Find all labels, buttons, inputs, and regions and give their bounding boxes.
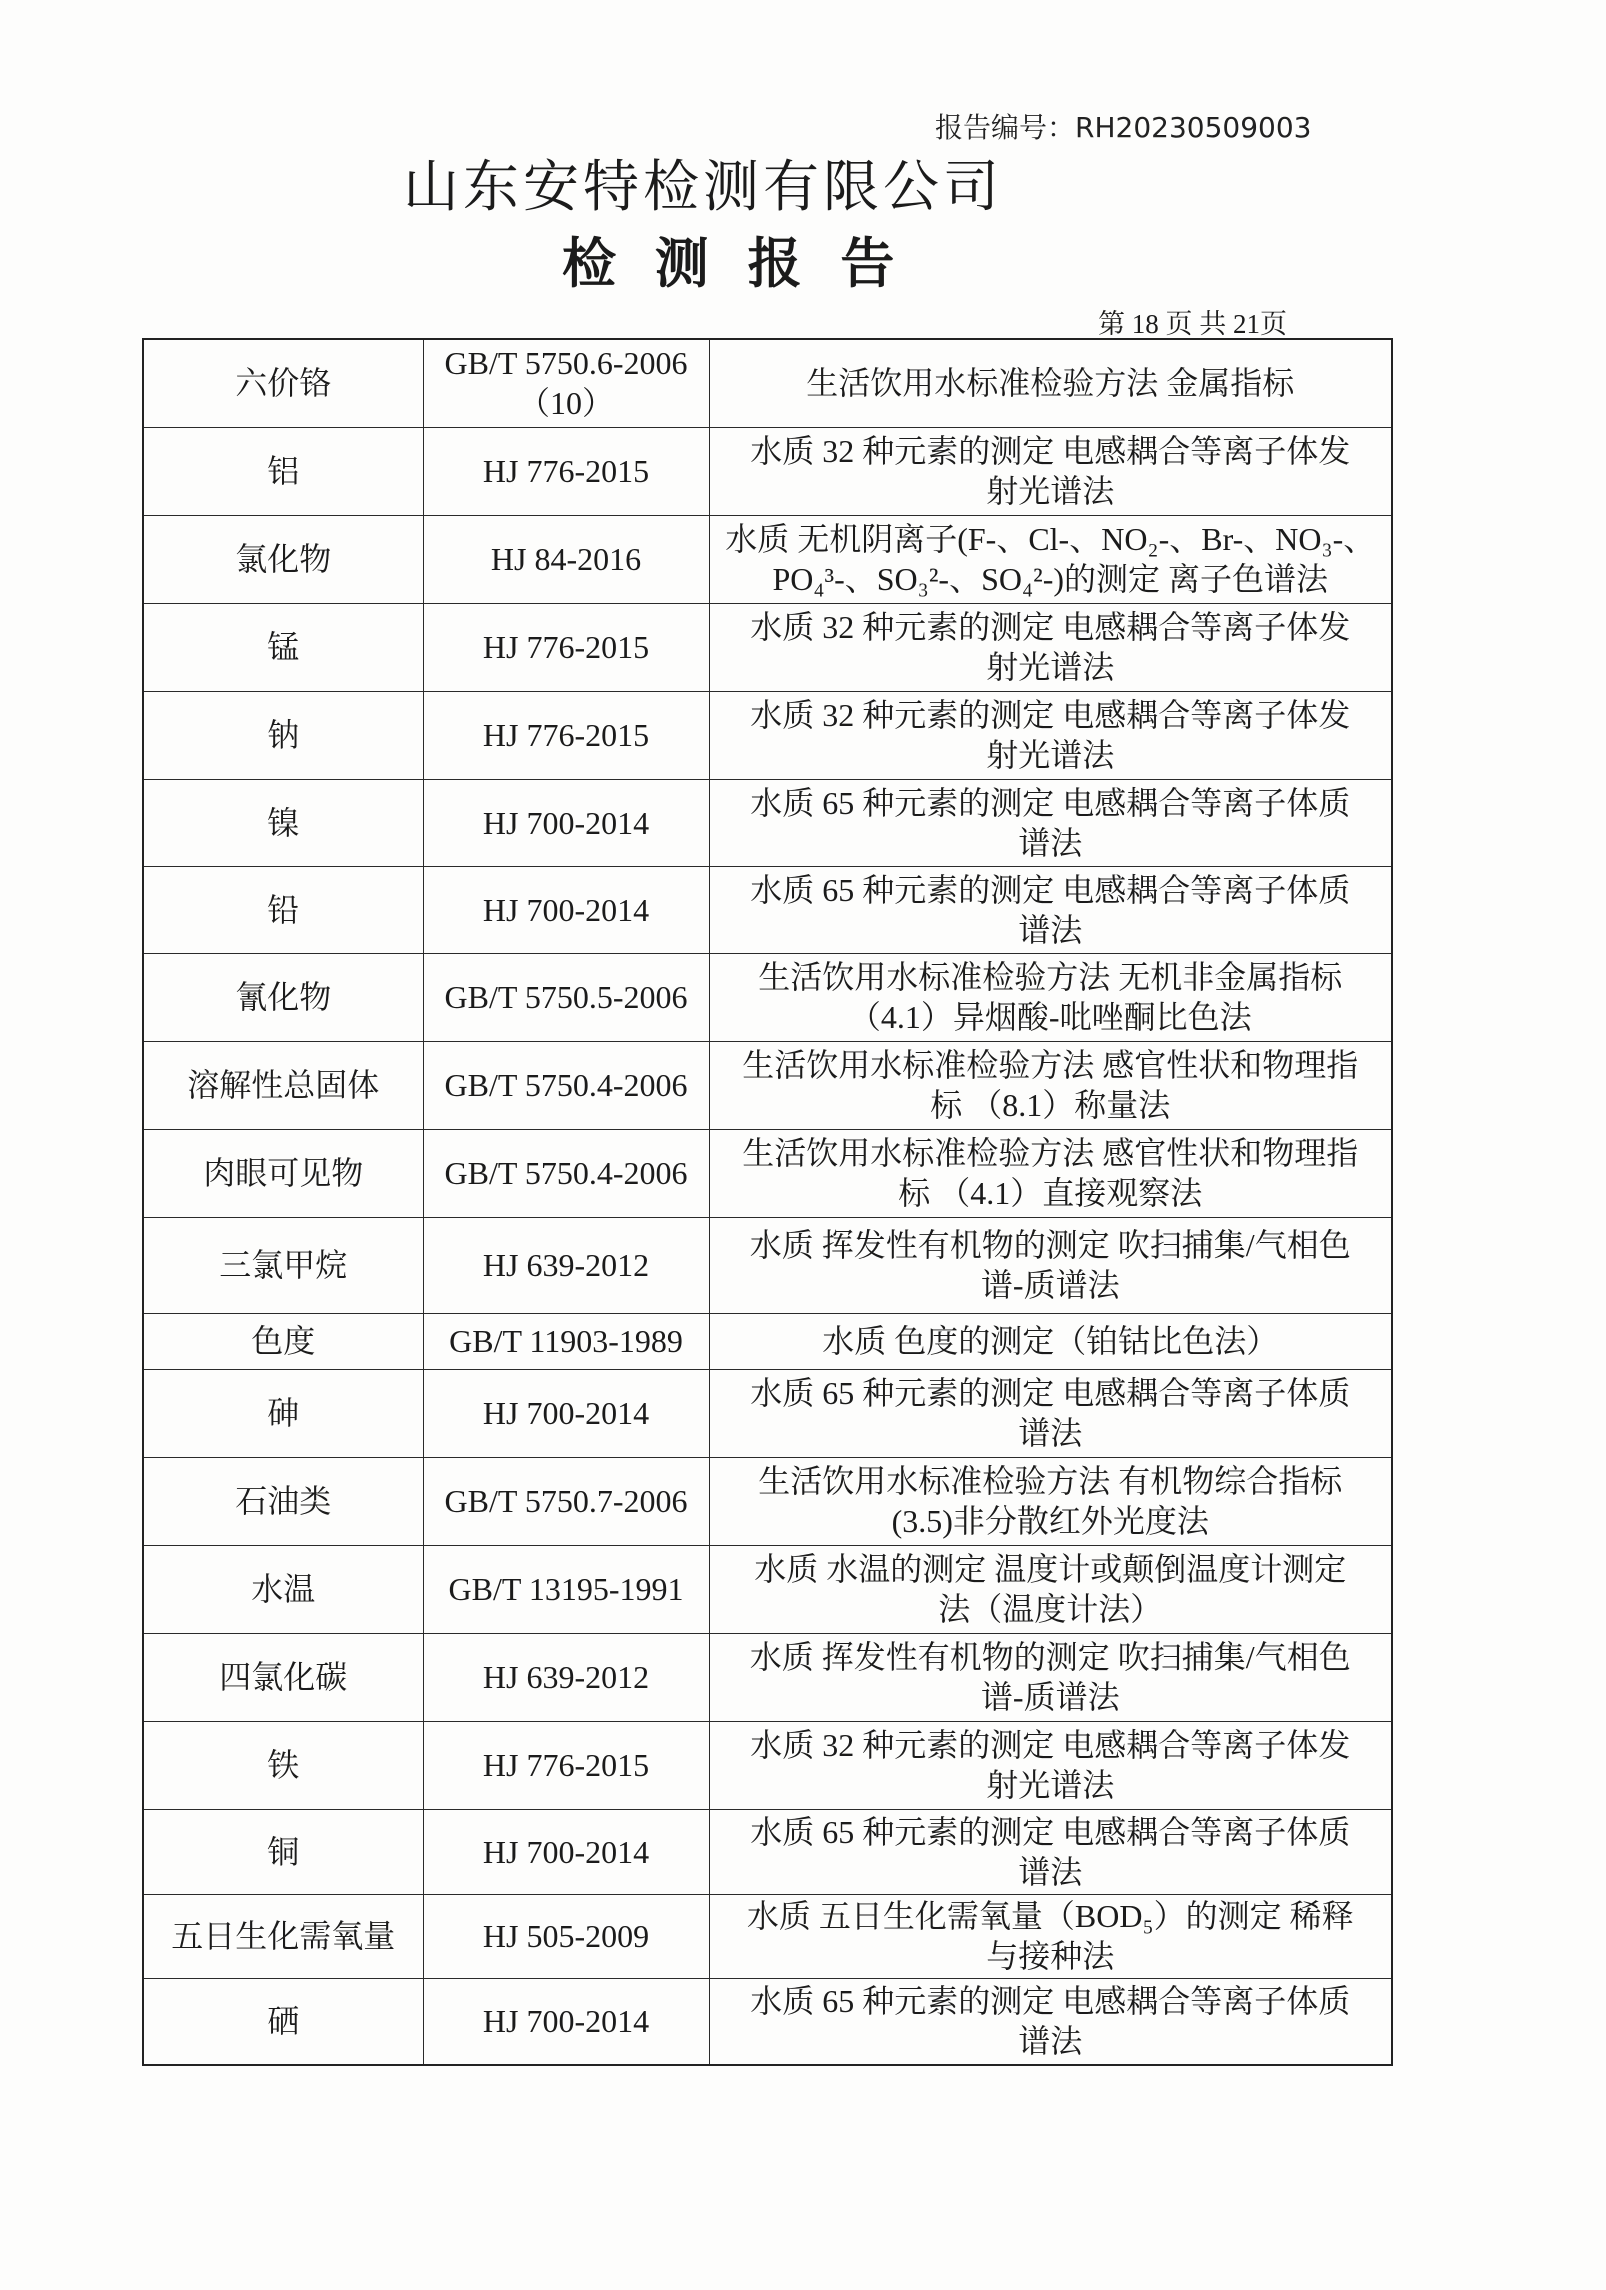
standard-line: HJ 776-2015 bbox=[482, 453, 650, 489]
standard-line: HJ 700-2014 bbox=[482, 2003, 650, 2040]
method-cell bbox=[709, 1978, 1392, 2065]
standard-cell bbox=[423, 953, 709, 1041]
table-body bbox=[143, 339, 1392, 2065]
method-line: 水质 65 种元素的测定 电感耦合等离子体质 bbox=[750, 871, 1351, 908]
table-row bbox=[143, 953, 1392, 1041]
standard-line: HJ 776-2015 bbox=[482, 1747, 650, 1783]
table-row bbox=[143, 1129, 1392, 1217]
table-row bbox=[143, 1217, 1392, 1313]
standard-cell bbox=[423, 1457, 709, 1545]
table-row bbox=[143, 1313, 1392, 1369]
method-line: 水质 65 种元素的测定 电感耦合等离子体质 bbox=[750, 1813, 1351, 1850]
standard-line: HJ 700-2014 bbox=[482, 1395, 650, 1431]
table-row bbox=[143, 1369, 1392, 1457]
item-name: 石油类 bbox=[235, 1483, 332, 1519]
method-cell bbox=[709, 1217, 1392, 1313]
method-cell bbox=[709, 953, 1392, 1041]
item-name: 铝 bbox=[267, 453, 300, 489]
table-row bbox=[143, 1978, 1392, 2065]
table-row bbox=[143, 866, 1392, 953]
standard-line: GB/T 5750.4-2006 bbox=[444, 1155, 688, 1191]
item-cell bbox=[143, 1894, 423, 1978]
standard-line: HJ 700-2014 bbox=[482, 804, 650, 841]
table-row bbox=[143, 1894, 1392, 1978]
item-name: 四氯化碳 bbox=[219, 1659, 348, 1695]
item-name: 肉眼可见物 bbox=[203, 1155, 364, 1191]
standard-cell bbox=[423, 427, 709, 515]
standard-cell bbox=[423, 1721, 709, 1809]
method-line: 水质 32 种元素的测定 电感耦合等离子体发 bbox=[750, 1727, 1351, 1763]
item-cell bbox=[143, 515, 423, 603]
method-line: 射光谱法 bbox=[986, 1767, 1115, 1803]
method-cell bbox=[709, 1545, 1392, 1633]
standard-line: HJ 700-2014 bbox=[482, 891, 650, 928]
method-line: 射光谱法 bbox=[986, 737, 1115, 773]
method-cell bbox=[709, 339, 1392, 427]
standard-line: GB/T 5750.4-2006 bbox=[444, 1067, 688, 1103]
table-row bbox=[143, 1633, 1392, 1721]
item-name: 砷 bbox=[267, 1395, 300, 1431]
item-cell bbox=[143, 953, 423, 1041]
table-row bbox=[143, 1721, 1392, 1809]
standard-line: GB/T 5750.5-2006 bbox=[444, 979, 688, 1015]
company-name: 山东安特检测有限公司 bbox=[403, 155, 1003, 220]
method-line: 标 （4.1）直接观察法 bbox=[898, 1175, 1203, 1211]
method-line: 法（温度计法） bbox=[938, 1591, 1163, 1627]
method-line: PO₄³-、SO₃²-、SO₄²-)的测定 离子色谱法 bbox=[772, 561, 1329, 597]
item-name: 氯化物 bbox=[235, 541, 332, 577]
method-line: 谱法 bbox=[1018, 1853, 1083, 1890]
item-name: 镍 bbox=[267, 804, 300, 841]
method-line: 水质 无机阴离子(F-、Cl-、NO₂-、Br-、NO₃-、 bbox=[725, 521, 1376, 557]
method-line: 射光谱法 bbox=[986, 473, 1115, 509]
method-line: 水质 32 种元素的测定 电感耦合等离子体发 bbox=[750, 609, 1351, 645]
method-cell bbox=[709, 515, 1392, 603]
standard-cell bbox=[423, 691, 709, 779]
item-name: 氰化物 bbox=[235, 979, 332, 1015]
standard-cell bbox=[423, 1129, 709, 1217]
item-cell bbox=[143, 866, 423, 953]
item-name: 硒 bbox=[267, 2003, 300, 2040]
report-number: 报告编号：RH20230509003 bbox=[935, 111, 1312, 144]
item-cell bbox=[143, 691, 423, 779]
method-line: 谱法 bbox=[1018, 911, 1083, 948]
method-line: 谱-质谱法 bbox=[980, 1267, 1120, 1303]
method-cell bbox=[709, 603, 1392, 691]
item-cell bbox=[143, 603, 423, 691]
method-line: 水质 65 种元素的测定 电感耦合等离子体质 bbox=[750, 1983, 1351, 2020]
table-row bbox=[143, 1041, 1392, 1129]
standard-cell bbox=[423, 603, 709, 691]
method-cell bbox=[709, 1894, 1392, 1978]
item-name: 铜 bbox=[267, 1833, 300, 1870]
document-title: 检 测 报 告 bbox=[562, 232, 905, 295]
table-row bbox=[143, 779, 1392, 866]
method-line: 生活饮用水标准检验方法 有机物综合指标 bbox=[758, 1463, 1343, 1499]
method-line: 水质 色度的测定（铂钴比色法） bbox=[822, 1323, 1279, 1359]
method-line: 水质 挥发性有机物的测定 吹扫捕集/气相色 bbox=[749, 1639, 1351, 1675]
standard-line: GB/T 13195-1991 bbox=[448, 1571, 684, 1607]
standard-cell bbox=[423, 1545, 709, 1633]
item-name: 三氯甲烷 bbox=[219, 1247, 348, 1283]
test-method-table bbox=[142, 338, 1393, 2066]
method-line: 谱法 bbox=[1018, 2023, 1083, 2060]
method-line: 生活饮用水标准检验方法 金属指标 bbox=[806, 365, 1295, 402]
standard-line: HJ 776-2015 bbox=[482, 717, 650, 753]
item-cell bbox=[143, 1313, 423, 1369]
method-line: 生活饮用水标准检验方法 感官性状和物理指 bbox=[742, 1047, 1359, 1083]
method-line: 水质 65 种元素的测定 电感耦合等离子体质 bbox=[750, 1375, 1351, 1411]
item-cell bbox=[143, 1978, 423, 2065]
item-cell bbox=[143, 1217, 423, 1313]
standard-line: GB/T 11903-1989 bbox=[449, 1323, 683, 1359]
item-name: 锰 bbox=[267, 629, 300, 665]
standard-line: HJ 639-2012 bbox=[482, 1247, 650, 1283]
method-line: 生活饮用水标准检验方法 无机非金属指标 bbox=[758, 959, 1343, 995]
item-name: 溶解性总固体 bbox=[187, 1067, 380, 1103]
item-cell bbox=[143, 427, 423, 515]
standard-cell bbox=[423, 1313, 709, 1369]
method-cell bbox=[709, 1809, 1392, 1894]
item-name: 水温 bbox=[251, 1571, 316, 1607]
method-line: （4.1）异烟酸-吡唑酮比色法 bbox=[848, 999, 1252, 1035]
standard-line: HJ 84-2016 bbox=[490, 541, 642, 577]
method-cell bbox=[709, 427, 1392, 515]
method-line: 水质 32 种元素的测定 电感耦合等离子体发 bbox=[750, 697, 1351, 733]
method-line: 水质 65 种元素的测定 电感耦合等离子体质 bbox=[750, 784, 1351, 821]
table-row bbox=[143, 339, 1392, 427]
standard-cell bbox=[423, 1633, 709, 1721]
item-name: 五日生化需氧量 bbox=[171, 1918, 396, 1954]
method-cell bbox=[709, 1129, 1392, 1217]
item-name: 铁 bbox=[267, 1747, 300, 1783]
item-cell bbox=[143, 1457, 423, 1545]
item-name: 铅 bbox=[267, 891, 300, 928]
standard-line: （10） bbox=[517, 385, 614, 422]
standard-cell bbox=[423, 1809, 709, 1894]
method-cell bbox=[709, 1313, 1392, 1369]
item-cell bbox=[143, 1809, 423, 1894]
method-line: 与接种法 bbox=[986, 1938, 1115, 1974]
method-cell bbox=[709, 779, 1392, 866]
standard-line: GB/T 5750.6-2006 bbox=[444, 345, 688, 382]
table-row bbox=[143, 427, 1392, 515]
item-name: 六价铬 bbox=[235, 365, 332, 402]
standard-cell bbox=[423, 515, 709, 603]
method-line: (3.5)非分散红外光度法 bbox=[891, 1503, 1209, 1539]
method-line: 谱法 bbox=[1018, 1415, 1083, 1451]
method-line: 生活饮用水标准检验方法 感官性状和物理指 bbox=[742, 1135, 1359, 1171]
standard-line: HJ 639-2012 bbox=[482, 1659, 650, 1695]
method-cell bbox=[709, 1457, 1392, 1545]
standard-cell bbox=[423, 1894, 709, 1978]
method-line: 水质 水温的测定 温度计或颠倒温度计测定 bbox=[754, 1551, 1347, 1587]
item-cell bbox=[143, 1129, 423, 1217]
method-line: 水质 32 种元素的测定 电感耦合等离子体发 bbox=[750, 433, 1351, 469]
method-line: 谱法 bbox=[1018, 824, 1083, 861]
standard-line: GB/T 5750.7-2006 bbox=[444, 1483, 688, 1519]
method-cell bbox=[709, 1633, 1392, 1721]
method-line: 射光谱法 bbox=[986, 649, 1115, 685]
table-row bbox=[143, 1545, 1392, 1633]
item-cell bbox=[143, 1721, 423, 1809]
item-name: 色度 bbox=[251, 1323, 316, 1359]
method-line: 水质 五日生化需氧量（BOD₅）的测定 稀释 bbox=[746, 1898, 1354, 1934]
table-row bbox=[143, 1809, 1392, 1894]
standard-cell bbox=[423, 779, 709, 866]
item-cell bbox=[143, 1041, 423, 1129]
standard-cell bbox=[423, 1217, 709, 1313]
standard-line: HJ 505-2009 bbox=[482, 1918, 650, 1954]
method-cell bbox=[709, 691, 1392, 779]
item-cell bbox=[143, 1369, 423, 1457]
method-line: 水质 挥发性有机物的测定 吹扫捕集/气相色 bbox=[749, 1227, 1351, 1263]
standard-cell bbox=[423, 866, 709, 953]
standard-cell bbox=[423, 1369, 709, 1457]
standard-line: HJ 776-2015 bbox=[482, 629, 650, 665]
standard-cell bbox=[423, 1041, 709, 1129]
table-row bbox=[143, 603, 1392, 691]
table-row bbox=[143, 691, 1392, 779]
method-cell bbox=[709, 866, 1392, 953]
item-cell bbox=[143, 779, 423, 866]
standard-line: HJ 700-2014 bbox=[482, 1833, 650, 1870]
item-name: 钠 bbox=[267, 717, 300, 753]
table-row bbox=[143, 515, 1392, 603]
method-cell bbox=[709, 1041, 1392, 1129]
method-line: 标 （8.1）称量法 bbox=[930, 1087, 1171, 1123]
method-cell bbox=[709, 1369, 1392, 1457]
method-cell bbox=[709, 1721, 1392, 1809]
standard-cell bbox=[423, 339, 709, 427]
standard-cell bbox=[423, 1978, 709, 2065]
item-cell bbox=[143, 1545, 423, 1633]
page-number: 第 18 页 共 21页 bbox=[1098, 309, 1287, 339]
table-row bbox=[143, 1457, 1392, 1545]
method-line: 谱-质谱法 bbox=[980, 1679, 1120, 1715]
item-cell bbox=[143, 339, 423, 427]
item-cell bbox=[143, 1633, 423, 1721]
